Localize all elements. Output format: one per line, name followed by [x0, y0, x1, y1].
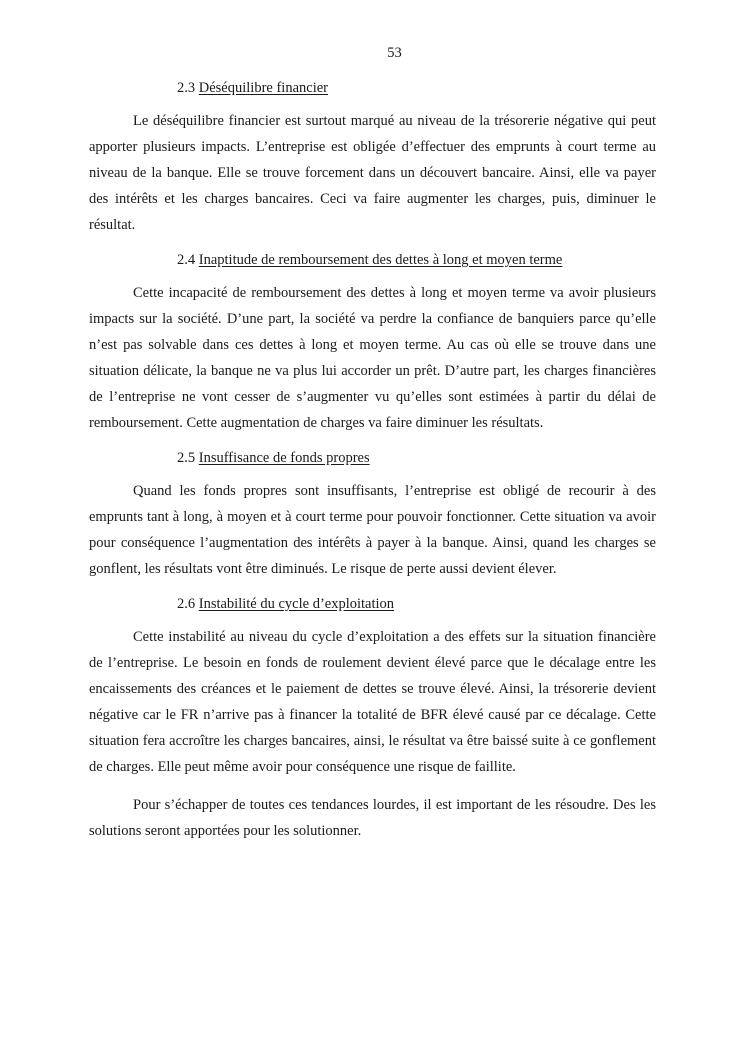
paragraph: Cette incapacité de remboursement des dettes à long et moyen terme va avoir plusieurs impacts sur la société. D’une part, la société va perdre la confiance de banquiers parce qu’elle n’est pas solvable dans ces dettes à long et moyen terme. Au cas où elle se trouve dans une situation délicate, la banque ne va plus lui accorder un prêt. D’autre part, les charges financières de l’entreprise ne vont cesser de s’augmenter vu qu’elles sont estimées à partir du délai de remboursement. Cette augmentation de charges va faire diminuer les résultats.: [89, 285, 656, 431]
section-heading-2-6: [89, 594, 656, 614]
section-number: 2.6: [177, 596, 196, 612]
section-title: Inaptitude de remboursement des dettes à long et moyen terme: [198, 252, 563, 268]
section-number: 2.5: [177, 450, 196, 466]
section-title: Instabilité du cycle d’exploitation: [198, 596, 395, 612]
paragraph: Pour s’échapper de toutes ces tendances lourdes, il est important de les résoudre. Des les solutions seront apportées pour les solutionner.: [89, 797, 656, 839]
section-heading-2-4: [89, 250, 656, 270]
section-number: 2.4: [177, 252, 196, 268]
section-number: 2.3: [177, 80, 196, 96]
paragraph: Cette instabilité au niveau du cycle d’exploitation a des effets sur la situation financière de l’entreprise. Le besoin en fonds de roulement devient élevé parce que le décalage entre les encaissements des créances et le paiement de dettes se trouve élevé. Ainsi, la trésorerie devient négative car le FR n’arrive pas à financer la totalité de BFR élevé causé par ce décalage. Cette situation fera accroître les charges bancaires, ainsi, le résultat va être baissé suite à ce gonflement de charges. Elle peut même avoir pour conséquence une risque de faillite.: [89, 629, 656, 775]
page-number: 53: [387, 45, 402, 61]
section-title: Déséquilibre financier: [198, 80, 328, 96]
section-heading-2-3: [89, 78, 656, 98]
section-title: Insuffisance de fonds propres: [198, 450, 370, 466]
page-content: [89, 78, 656, 856]
paragraph: Quand les fonds propres sont insuffisants, l’entreprise est obligé de recourir à des emprunts tant à long, à moyen et à court terme pour pouvoir fonctionner. Cette situation va avoir pour conséquence l’augmentation des intérêts à payer à la banque. Ainsi, quand les charges se gonflent, les résultats vont être diminués. Le risque de perte aussi devient élever.: [89, 483, 656, 577]
section-heading-2-5: [89, 448, 656, 468]
paragraph: Le déséquilibre financier est surtout marqué au niveau de la trésorerie négative qui peut apporter plusieurs impacts. L’entreprise est obligée d’effectuer des emprunts à court terme au niveau de la banque. Elle se trouve forcement dans un découvert bancaire. Ainsi, elle va payer des intérêts et les charges bancaires. Ceci va faire augmenter les charges, puis, diminuer le résultat.: [89, 113, 656, 233]
